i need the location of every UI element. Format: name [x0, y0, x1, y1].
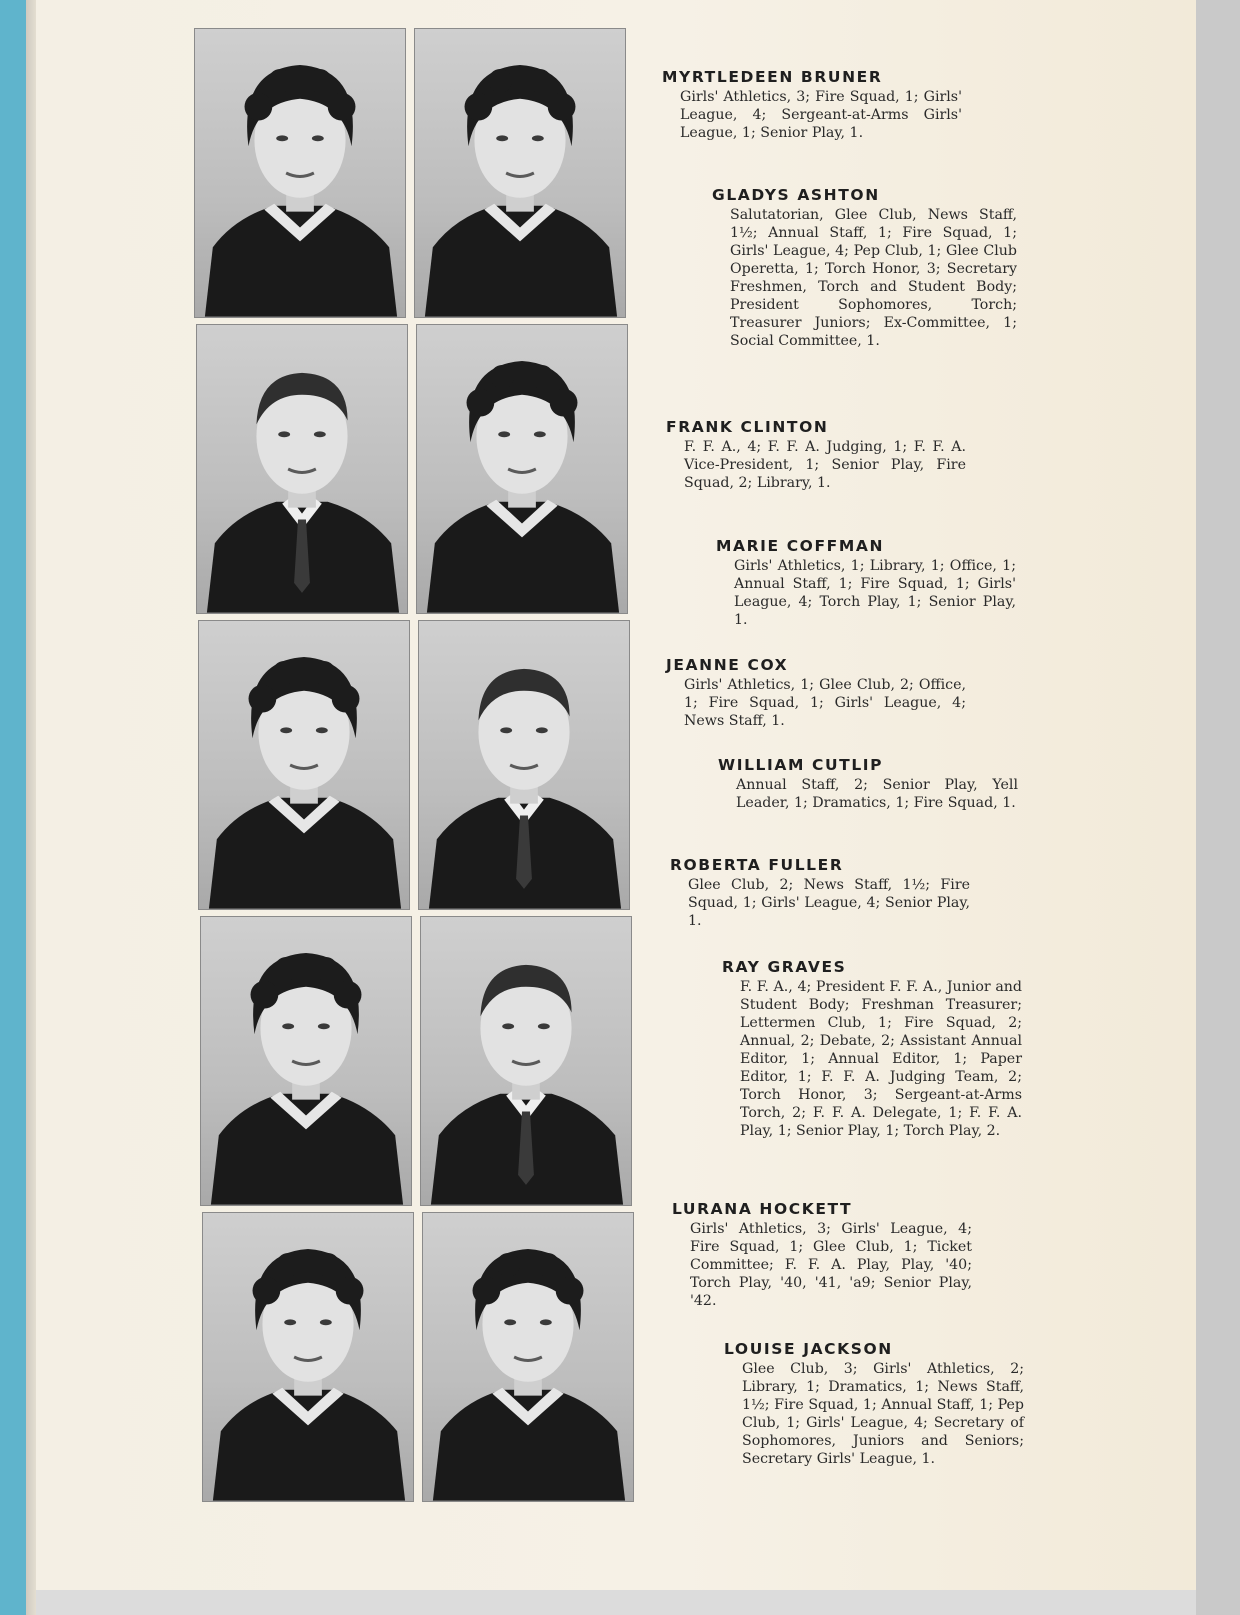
student-entry: [712, 186, 1017, 350]
student-entry: [662, 68, 962, 142]
student-name: RAY GRAVES: [722, 958, 847, 976]
student-activities: Girls' Athletics, 1; Glee Club, 2; Office, 1; Fire Squad, 1; Girls' League, 4; News Staff, 1.: [684, 677, 966, 729]
portrait-photo: [420, 916, 632, 1206]
student-activities: Glee Club, 3; Girls' Athletics, 2; Library, 1; Dramatics, 1; News Staff, 1½; Fire Squad, 1; Annual Staff, 1; Pep Club, 1; Girls' League, 4; Secretary of Sophomores, Juniors and Seniors; Secretary Girls' League, 1.: [742, 1361, 1024, 1467]
student-name: LURANA HOCKETT: [672, 1200, 853, 1218]
portrait-photo: [198, 620, 410, 910]
student-activities: F. F. A., 4; F. F. A. Judging, 1; F. F. A. Vice-President, 1; Senior Play, Fire Squad, 2; Library, 1.: [684, 439, 966, 491]
student-activities: F. F. A., 4; President F. F. A., Junior and Student Body; Freshman Treasurer; Lettermen Club, 1; Fire Squad, 2; Annual, 2; Debate, 2; Assistant Annual Editor, 1; Annual Editor, 1; Paper Editor, 1; F. F. A. Judging Team, 2; Torch Honor, 3; Sergeant-at-Arms Torch, 2; F. F. A. Delegate, 1; F. F. A. Play, 1; Senior Play, 1; Torch Play, 2.: [740, 979, 1022, 1139]
student-entry: [716, 537, 1016, 629]
student-name: ROBERTA FULLER: [670, 856, 844, 874]
student-entry: [724, 1340, 1024, 1468]
binding-edge: [0, 0, 26, 1615]
student-activities: Annual Staff, 2; Senior Play, Yell Leader, 1; Dramatics, 1; Fire Squad, 1.: [736, 777, 1018, 811]
student-activities: Glee Club, 2; News Staff, 1½; Fire Squad, 1; Girls' League, 4; Senior Play, 1.: [688, 877, 970, 929]
portrait-photo: [202, 1212, 414, 1502]
student-activities: Salutatorian, Glee Club, News Staff, 1½; Annual Staff, 1; Fire Squad, 1; Girls' League, 4; Pep Club, 1; Glee Club Operetta, 1; Torch Honor, 3; Secretary Freshmen, Torch and Student Body; President Sophomores, Torch; Treasurer Juniors; Ex-Committee, 1; Social Committee, 1.: [730, 207, 1017, 349]
student-entry: [670, 856, 970, 930]
student-name: JEANNE COX: [666, 656, 789, 674]
student-name: MARIE COFFMAN: [716, 537, 885, 555]
student-name: FRANK CLINTON: [666, 418, 829, 436]
student-name: WILLIAM CUTLIP: [718, 756, 884, 774]
student-activities: Girls' Athletics, 1; Library, 1; Office, 1; Annual Staff, 1; Fire Squad, 1; Girls' League, 4; Torch Play, 1; Senior Play, 1.: [734, 558, 1016, 628]
portrait-photo: [414, 28, 626, 318]
student-name: MYRTLEDEEN BRUNER: [662, 68, 883, 86]
scan-bottom-edge: [36, 1590, 1196, 1615]
student-entry: [666, 656, 966, 730]
scan-background: [1196, 0, 1240, 1615]
student-entry: [718, 756, 1018, 812]
student-activities: Girls' Athletics, 3; Girls' League, 4; Fire Squad, 1; Glee Club, 1; Ticket Committee; F. F. A. Play, Play, '40; Torch Play, '40, '41, 'a9; Senior Play, '42.: [690, 1221, 972, 1309]
student-entry: [666, 418, 966, 492]
portrait-photo: [418, 620, 630, 910]
portrait-photo: [196, 324, 408, 614]
portrait-photo: [200, 916, 412, 1206]
student-entry: [672, 1200, 972, 1310]
student-activities: Girls' Athletics, 3; Fire Squad, 1; Girls' League, 4; Sergeant-at-Arms Girls' League, 1; Senior Play, 1.: [680, 89, 962, 141]
portrait-photo: [416, 324, 628, 614]
student-name: GLADYS ASHTON: [712, 186, 880, 204]
portrait-photo: [422, 1212, 634, 1502]
portrait-photo: [194, 28, 406, 318]
student-name: LOUISE JACKSON: [724, 1340, 893, 1358]
student-entry: [722, 958, 1022, 1140]
